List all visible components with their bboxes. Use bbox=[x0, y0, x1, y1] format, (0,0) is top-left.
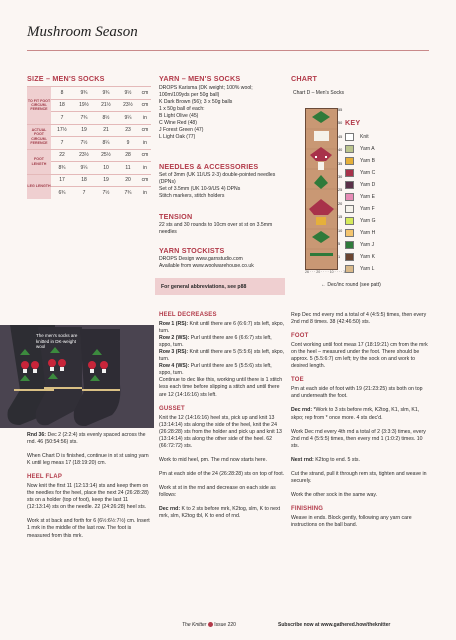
paragraph: Now knit the first 11 (12:13:14) sts and keep them on the needles for the heel, place the next 24 (26:28:28) sts on a holder (top of foot), keep the last 11 (12:13:14) sts on the needle. 22 (24:26:28) heel sts. bbox=[27, 483, 149, 511]
size-cell: 19 bbox=[95, 174, 117, 187]
paragraph: Next rnd: K2tog to end. 5 sts. bbox=[291, 456, 360, 463]
size-cell: 8½ bbox=[95, 112, 117, 125]
needle-line: Stitch markers, stitch holders bbox=[159, 193, 225, 199]
needles-heading: NEEDLES & ACCESSORIES bbox=[159, 162, 259, 171]
chart-row-number: 25 bbox=[338, 188, 343, 193]
paragraph: Rep Dec rnd every rnd a total of 4 (4:5:5) times, then every 2nd rnd 8 times. 38 (42:46:50) sts. bbox=[291, 312, 427, 326]
size-unit: cm bbox=[139, 87, 151, 100]
paragraph: Rnd 36: Dec 2 (2:2:4) sts evenly spaced across the rnd. 46 (50:54:56) sts. bbox=[27, 432, 146, 446]
paragraph: Row 2 (WS): Purl until there are 6 (6:6:7) sts left, sppo, turn. bbox=[159, 335, 272, 349]
key-label: Yarn K bbox=[360, 254, 375, 261]
size-cell: 9¼ bbox=[117, 112, 139, 125]
chart-row-number: 45 bbox=[338, 134, 343, 139]
yarn-line: DROPS Karisma (DK weight; 100% wool; 100m/109yds per 50g ball) bbox=[159, 85, 253, 98]
size-cell: 7¾ bbox=[117, 187, 139, 199]
chart-row-number: 5 bbox=[338, 242, 341, 246]
paragraph: Pm at each side of the 24 (26:28:28) sts on top of foot. bbox=[159, 470, 285, 477]
key-item bbox=[345, 265, 374, 273]
photo-caption: The men's socks are knitted in DK-weight wool bbox=[36, 333, 78, 349]
key-item bbox=[345, 157, 375, 165]
size-table bbox=[27, 86, 151, 199]
yarn-list bbox=[159, 85, 283, 141]
size-cell: 21 bbox=[95, 124, 117, 137]
left-column-text bbox=[27, 432, 153, 547]
chart-row-number: 30 bbox=[338, 175, 343, 179]
size-unit: cm bbox=[139, 124, 151, 137]
chart-row-number: 20 bbox=[338, 201, 343, 206]
paragraph: Continue to dec like this, working until there is 1 stitch less each time before slipping a stitch and until there are 12 (14:16:16) sts left. bbox=[159, 377, 283, 398]
key-label: Yarn D bbox=[360, 182, 376, 189]
chart-row-number: 10 bbox=[338, 228, 343, 233]
paragraph: Weave in ends. Block gently, following any yarn care instructions on the ball band. bbox=[291, 514, 412, 528]
middle-column-text bbox=[159, 312, 285, 527]
key-swatch bbox=[345, 133, 354, 141]
size-cell: 7 bbox=[73, 187, 95, 199]
size-unit: cm bbox=[139, 99, 151, 112]
chart-motifs bbox=[306, 109, 337, 269]
paragraph: Dec rnd: *Work to 3 sts before mrk, K2tog, K1, slm, K1, skpo; rep from * once more. 4 sts dec'd. bbox=[291, 407, 420, 421]
paragraph: Cont working until foot meas 17 (18:19:21) cm from the mrk on the heel – measured under the foot. There should be approx. 5 (5.5:6:7) cm left; try the sock on and work to desired length. bbox=[291, 342, 428, 370]
yarn-line: L Light Oak (77) bbox=[159, 134, 196, 140]
chart-row-note bbox=[321, 282, 381, 288]
tension-text bbox=[159, 222, 283, 236]
size-cell: 7 bbox=[51, 137, 73, 150]
yarn-line: B Light Olive (45) bbox=[159, 113, 199, 119]
section-heading: HEEL DECREASES bbox=[159, 312, 217, 318]
size-cell: 7 bbox=[51, 112, 73, 125]
tension-heading: TENSION bbox=[159, 212, 193, 221]
section-heading: HEEL FLAP bbox=[27, 474, 63, 481]
stockist-line: Available from www.woolwarehouse.co.uk bbox=[159, 263, 254, 269]
key-swatch bbox=[345, 253, 354, 261]
arrow-left-icon: ← bbox=[321, 282, 326, 288]
key-swatch bbox=[345, 265, 354, 273]
abbreviations-text: For general abbreviations, see p88 bbox=[161, 284, 247, 290]
key-label: Yarn L bbox=[360, 266, 375, 273]
key-swatch bbox=[345, 205, 354, 213]
size-cell: 21½ bbox=[95, 99, 117, 112]
paragraph: Work the other sock in the same way. bbox=[291, 491, 378, 498]
yarn-heading: YARN – MEN'S SOCKS bbox=[159, 74, 241, 83]
key-swatch bbox=[345, 217, 354, 225]
key-item bbox=[345, 205, 375, 213]
size-cell: 23½ bbox=[73, 149, 95, 162]
size-cell: 8¾ bbox=[51, 162, 73, 175]
size-unit: in bbox=[139, 112, 151, 125]
size-cell: 10 bbox=[95, 162, 117, 175]
right-column-text bbox=[291, 312, 429, 536]
size-unit: in bbox=[139, 187, 151, 199]
chart-heading: CHART bbox=[291, 74, 318, 83]
key-item bbox=[345, 133, 369, 141]
size-cell: 28 bbox=[117, 149, 139, 162]
key-label: Yarn E bbox=[360, 194, 375, 201]
size-cell: 8 bbox=[51, 87, 73, 100]
size-cell: 7½ bbox=[73, 137, 95, 150]
size-unit: in bbox=[139, 162, 151, 175]
chart-row-number: 15 bbox=[338, 215, 343, 220]
size-table-row bbox=[27, 149, 151, 162]
chart-row-number: 40 bbox=[338, 148, 343, 153]
size-cell: 17½ bbox=[51, 124, 73, 137]
paragraph: Knit the 12 (14:16:16) heel sts, pick up and knit 13 (13:14:14) sts along the side of the heel, knit the 24 (26:28:28) sts from the holder and pick up and knit 13 (13:14:14) sts along the other side of the heel. 62 (66:72:72) sts. bbox=[159, 414, 282, 449]
section-heading: GUSSET bbox=[159, 405, 185, 412]
key-heading: KEY bbox=[345, 118, 361, 127]
key-label: Knit bbox=[360, 134, 369, 141]
needle-line: Set of 3.5mm (UK 10-9/US 4) DPNs bbox=[159, 186, 241, 192]
tension-line: 22 sts and 30 rounds to 10cm over st st on 3.5mm needles bbox=[159, 222, 273, 235]
footer-left bbox=[182, 622, 236, 628]
section-heading: FOOT bbox=[291, 333, 309, 340]
size-cell: 9¾ bbox=[95, 87, 117, 100]
size-cell: 20 bbox=[117, 174, 139, 187]
size-table-row bbox=[27, 87, 151, 100]
needle-line: Set of 3mm (UK 11/US 2-3) double-pointed needles (DPNs) bbox=[159, 172, 276, 185]
paragraph: Row 3 (RS): Knit until there are 5 (5:5:6) sts left, skpo, turn. bbox=[159, 349, 285, 363]
paragraph: When Chart D is finished, continue in st st using yarn K until leg meas 17 (18:19:20) cm. bbox=[27, 453, 149, 467]
footer-issue: Issue 220 bbox=[214, 622, 236, 628]
paragraph: Dec rnd: K to 2 sts before mrk, K2tog, slm, K to next mrk, slm, K2tog tbl, K to end of rnd. bbox=[159, 506, 281, 520]
socks-photo bbox=[0, 325, 154, 428]
size-cell: 11 bbox=[117, 162, 139, 175]
stockists-text bbox=[159, 256, 283, 270]
yarn-line: 1 x 50g ball of each: bbox=[159, 106, 205, 112]
chart-column-numbers: 26 · · · 20 · · · · 10 · · · · 1 bbox=[305, 270, 346, 274]
knitting-chart bbox=[305, 108, 341, 270]
paragraph: Cut the strand, pull it through rem sts, tighten and weave in securely. bbox=[291, 470, 427, 484]
key-label: Yarn G bbox=[360, 218, 376, 225]
paragraph: Pm at each side of foot with 19 (21:23:25) sts both on top and underneath the foot. bbox=[291, 386, 423, 400]
key-label: Yarn H bbox=[360, 230, 376, 237]
chart-row-number: 55 bbox=[338, 108, 343, 112]
footer-magazine: The Knitter bbox=[182, 622, 207, 628]
yarn-line: C Wine Red (48) bbox=[159, 120, 197, 126]
size-row-label: LEG LENGTH bbox=[27, 174, 51, 199]
paragraph: Row 4 (WS): Purl until there are 5 (5:5:6) sts left, sppo, turn. bbox=[159, 363, 272, 377]
size-cell: 9¼ bbox=[73, 162, 95, 175]
size-cell: 7¾ bbox=[73, 112, 95, 125]
key-item bbox=[345, 217, 375, 225]
footer-subscribe: Subscribe now at www.gathered.how/theknitter bbox=[278, 622, 391, 628]
size-row-label: TO FIT FOOT CIRCUM-FERENCE bbox=[27, 87, 51, 125]
size-cell: 19½ bbox=[73, 99, 95, 112]
section-heading: FINISHING bbox=[291, 505, 324, 512]
size-cell: 9½ bbox=[117, 87, 139, 100]
size-cell: 23½ bbox=[117, 99, 139, 112]
key-label: Yarn F bbox=[360, 206, 375, 213]
key-item bbox=[345, 193, 375, 201]
chart-row-number: 35 bbox=[338, 161, 343, 166]
abbreviations-box bbox=[155, 278, 285, 295]
size-cell: 8¼ bbox=[95, 137, 117, 150]
chart-row-number: 1 bbox=[338, 255, 341, 260]
chart-row-number: 50 bbox=[338, 121, 343, 126]
paragraph: Row 1 (RS): Knit until there are 6 (6:6:7) sts left, skpo, turn. bbox=[159, 321, 285, 335]
key-swatch bbox=[345, 145, 354, 153]
size-table-row bbox=[27, 124, 151, 137]
size-row-label: FOOT LENGTH bbox=[27, 149, 51, 174]
key-swatch bbox=[345, 169, 354, 177]
needles-list bbox=[159, 172, 283, 200]
key-item bbox=[345, 145, 375, 153]
key-label: Yarn B bbox=[360, 158, 375, 165]
key-swatch bbox=[345, 181, 354, 189]
key-label: Yarn J bbox=[360, 242, 375, 249]
key-swatch bbox=[345, 229, 354, 237]
paragraph: Work st st back and forth for 6 (6½:6½:7½) cm. Insert 1 mrk in the middle of the last row. The foot is measured from this mrk. bbox=[27, 518, 150, 539]
size-cell: 9 bbox=[117, 137, 139, 150]
key-swatch bbox=[345, 157, 354, 165]
key-item bbox=[345, 229, 375, 237]
title-rule bbox=[27, 50, 429, 51]
page-title: Mushroom Season bbox=[27, 24, 138, 40]
key-item bbox=[345, 169, 375, 177]
size-cell: 25½ bbox=[95, 149, 117, 162]
paragraph: Work Dec rnd every 4th rnd a total of 2 (3:3:3) times, every 2nd rnd 4 (5:5:5) times, then every rnd 1 (1:0:2) times. 10 sts. bbox=[291, 428, 426, 449]
size-unit: cm bbox=[139, 174, 151, 187]
yarn-line: K Dark Brown (56); 3 x 50g balls bbox=[159, 99, 233, 105]
yarn-line: J Forest Green (47) bbox=[159, 127, 204, 133]
key-label: Yarn A bbox=[360, 146, 375, 153]
size-cell: 7½ bbox=[95, 187, 117, 199]
page-number-dot-icon bbox=[208, 622, 213, 627]
size-heading: SIZE – MEN'S SOCKS bbox=[27, 74, 105, 83]
paragraph: Work to mid heel, pm. The rnd now starts here. bbox=[159, 456, 267, 463]
size-cell: 18 bbox=[73, 174, 95, 187]
size-cell: 22 bbox=[51, 149, 73, 162]
stockist-line: DROPS Design www.garnstudio.com bbox=[159, 256, 243, 262]
key-item bbox=[345, 181, 375, 189]
paragraph: Work st st in the rnd and decrease on each side as follows: bbox=[159, 484, 276, 498]
size-cell: 19 bbox=[73, 124, 95, 137]
size-cell: 18 bbox=[51, 99, 73, 112]
key-swatch bbox=[345, 193, 354, 201]
chart-caption: Chart D – Men's Socks bbox=[293, 90, 344, 96]
key-item bbox=[345, 241, 374, 249]
size-cell: 17 bbox=[51, 174, 73, 187]
section-heading: TOE bbox=[291, 377, 304, 384]
size-row-label: ACTUAL FOOT CIRCUM-FERENCE bbox=[27, 124, 51, 149]
stockists-heading: YARN STOCKISTS bbox=[159, 246, 225, 255]
size-cell: 23 bbox=[117, 124, 139, 137]
size-unit: in bbox=[139, 137, 151, 150]
size-unit: cm bbox=[139, 149, 151, 162]
key-item bbox=[345, 253, 375, 261]
key-swatch bbox=[345, 241, 354, 249]
size-cell: 6¾ bbox=[51, 187, 73, 199]
chart-row-note-text: Dec/inc round (see patt) bbox=[327, 282, 381, 288]
key-label: Yarn C bbox=[360, 170, 376, 177]
size-cell: 9¾ bbox=[73, 87, 95, 100]
size-table-row bbox=[27, 174, 151, 187]
